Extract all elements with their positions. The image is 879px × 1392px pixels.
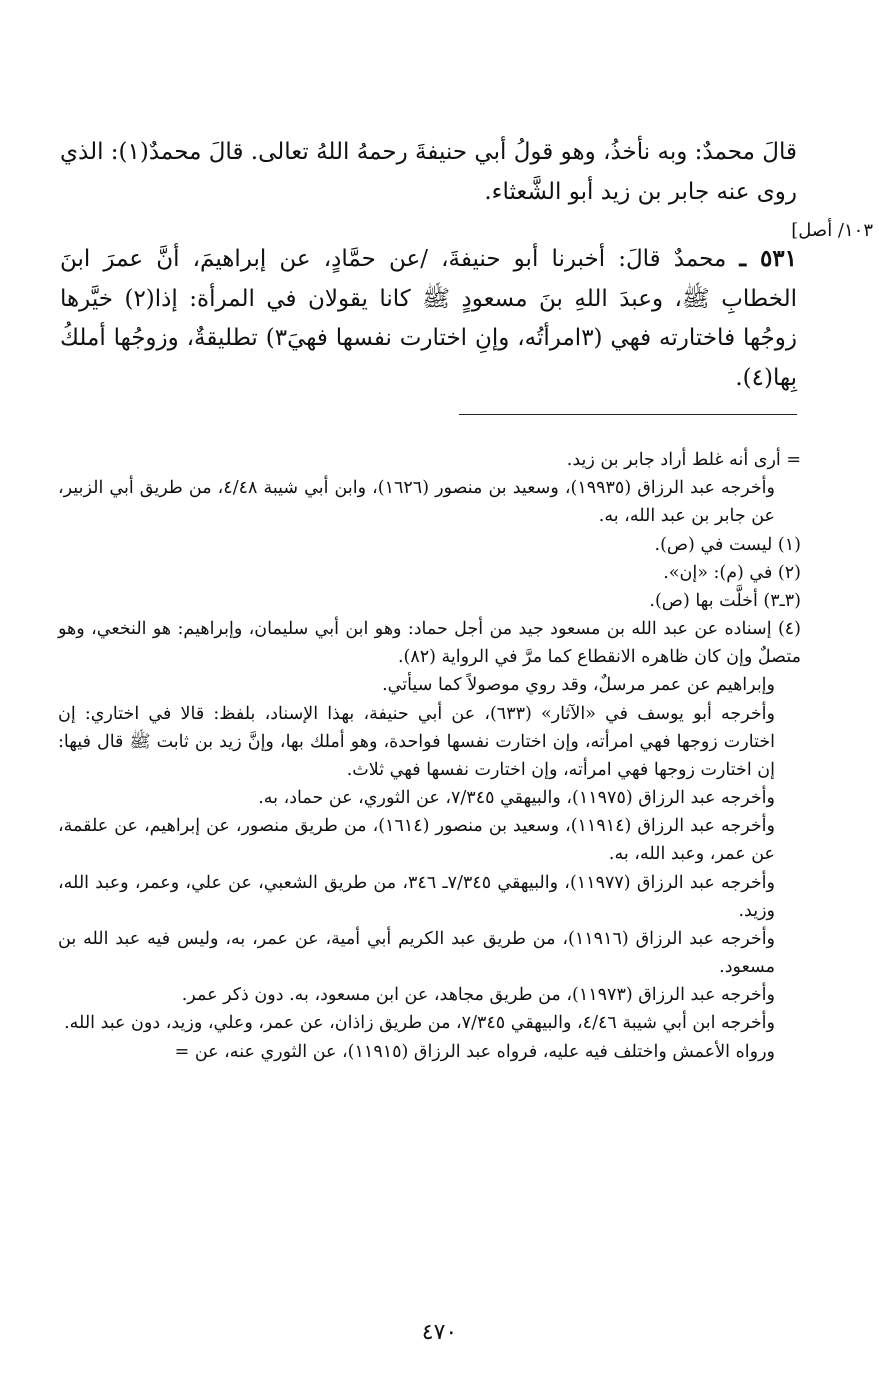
entry-text: محمدٌ قالَ: أخبرنا أبو حنيفةَ، /عن حمَّادٍ، عن إبراهيمَ، أنَّ عمرَ ابنَ الخطابِ ﷺ، وعبدَ اللهِ بنَ مسعودٍ ﷺ كانا يقولان في المرأة: إذا(٢) خيَّرها زوجُها فاختارته فهي (٣امرأتُه، وإنِ اختارت نفسها فهيَ٣) تطليقةٌ، وزوجُها أملكُ بِها(٤). — [60, 246, 797, 391]
footnote-divider — [459, 414, 797, 415]
footnote-line: = أرى أنه غلط أراد جابر بن زيد. — [566, 450, 801, 470]
footnote-line: وإبراهيم عن عمر مرسلٌ، وقد روي موصولاً كما سيأتي. — [382, 675, 775, 696]
main-paragraph-2 — [60, 239, 797, 398]
footnotes — [58, 446, 801, 1066]
footnote-line: وأخرجه أبو يوسف في «الآثار» (٦٣٣)، عن أبي حنيفة، بهذا الإسناد، بلفظ: قالا في اختاري: إن اختارت زوجها فهي امرأته، وإن اختارت نفسها فواحدة، وهو أملك بها، وإنَّ زيد بن ثابت ﷺ قال فيها: إن اختارت زوجها فهي امرأته، وإن اختارت نفسها فهي ثلاث. — [58, 703, 775, 780]
page-number: ٤٧٠ — [421, 1320, 458, 1345]
entry-number: ٥٣١ ـ — [739, 245, 798, 272]
footnote-line: وأخرجه عبد الرزاق (١١٩٧٥)، والبيهقي ٧/٣٤٥، عن الثوري، عن حماد، به. — [258, 788, 775, 809]
footnote-line: (٤) إسناده عن عبد الله بن مسعود جيد من أجل حماد: وهو ابن أبي سليمان، وإبراهيم: هو النخعي، وهو متصلٌ وإن كان ظاهره الانقطاع كما مرَّ في الرواية (٨٢). — [58, 619, 801, 668]
main-paragraph-1: قالَ محمدٌ: وبه نأخذُ، وهو قولُ أبي حنيفةَ رحمهُ اللهُ تعالى. قالَ محمدٌ(١): الذي روى عنه جابر بن زيد أبو الشَّعثاء. — [60, 139, 798, 205]
margin-reference: ١٠٣/ أصل] — [791, 220, 873, 241]
footnote-line: (٣ـ٣) أخلَّت بها (ص). — [649, 590, 801, 611]
footnote-line: وأخرجه عبد الرزاق (١١٩١٤)، وسعيد بن منصور (١٦١٤)، من طريق منصور، عن إبراهيم، عن علقمة، عن عمر، وعبد الله، به. — [58, 816, 775, 865]
footnote-line: ورواه الأعمش واختلف فيه عليه، فرواه عبد الرزاق (١١٩١٥)، عن الثوري عنه، عن = — [174, 1041, 775, 1062]
footnote-line: وأخرجه عبد الرزاق (١١٩١٦)، من طريق عبد الكريم أبي أمية، عن عمر، به، وليس فيه عبد الله بن مسعود. — [58, 928, 776, 978]
footnote-line: وأخرجه ابن أبي شيبة ٤/٤٦، والبيهقي ٧/٣٤٥، من طريق زاذان، عن عمر، وعلي، وزيد، دون عبد الله. — [64, 1013, 775, 1034]
footnote-line: وأخرجه عبد الرزاق (١١٩٧٧)، والبيهقي ٧/٣٤٥ـ ٣٤٦، من طريق الشعبي، عن علي، وعمر، وعبد الله، وزيد. — [58, 872, 775, 921]
footnote-line: وأخرجه عبد الرزاق (١٩٩٣٥)، وسعيد بن منصور (١٦٢٦)، وابن أبي شيبة ٤/٤٨، من طريق أبي الزبير، عن جابر بن عبد الله، به. — [58, 478, 775, 527]
footnote-line: وأخرجه عبد الرزاق (١١٩٧٣)، من طريق مجاهد، عن ابن مسعود، به. دون ذكر عمر. — [181, 985, 775, 1006]
footnote-line: (٢) في (م): «إن». — [663, 562, 801, 583]
footnote-line: (١) ليست في (ص). — [654, 534, 801, 555]
